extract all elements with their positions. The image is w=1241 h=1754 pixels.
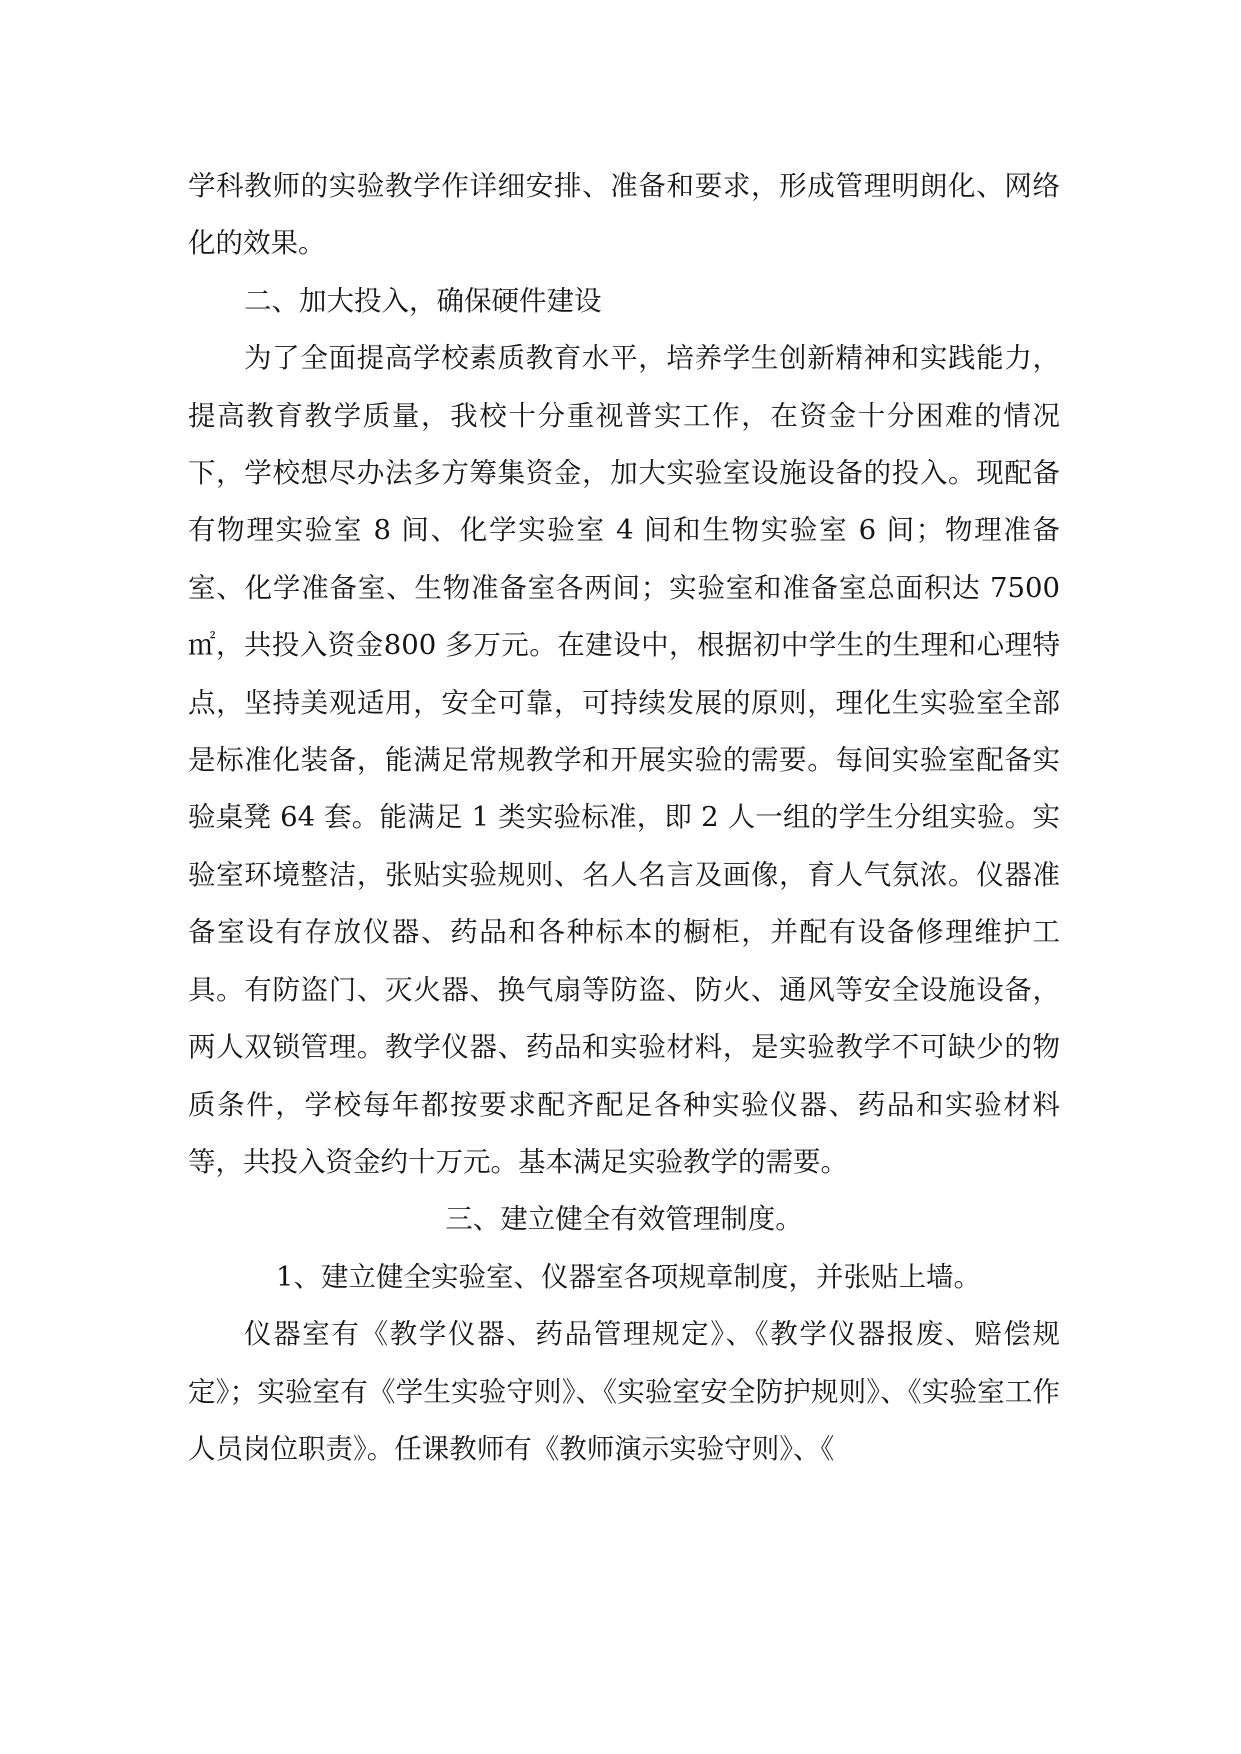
subsection-heading-1: 1、建立健全实验室、仪器室各项规章制度，并张贴上墙。 (276, 1260, 981, 1293)
section-heading-3: 三、建立健全有效管理制度。 (445, 1203, 803, 1236)
paragraph-continuation: 学科教师的实验教学作详细安排、准备和要求，形成管理明朗化、网络化的效果。 (188, 170, 1060, 260)
paragraph-investment: 为了全面提高学校素质教育水平，培养学生创新精神和实践能力，提高教育教学质量，我校十分重视普实工作，在资金十分困难的情况下，学校想尽办法多方筹集资金，加大实验室设施设备的投入。现配备有物理实验室 8 间、化学实验室 4 间和生物实验室 6 间；物理准备室、化学准备室、生物准备室各两间；实验室和准备室总面积达 7500 ㎡，共投入资金800 多万元。在建设中，根据初中学生的生理和心理特点，坚持美观适用，安全可靠，可持续发展的原则，理化生实验室全部是标准化装备，能满足常规教学和开展实验的需要。每间实验室配备实验桌凳 64 套。能满足 1 类实验标准，即 2 人一组的学生分组实验。实验室环境整洁，张贴实验规则、名人名言及画像，育人气氛浓。仪器准备室设有存放仪器、药品和各种标本的橱柜，并配有设备修理维护工具。有防盗门、灭火器、换气扇等防盗、防火、通风等安全设施设备，两人双锁管理。教学仪器、药品和实验材料，是实验教学不可缺少的物质条件，学校每年都按要求配齐配足各种实验仪器、药品和实验材料等，共投入资金约十万元。基本满足实验教学的需要。 (188, 342, 1060, 1178)
section-heading-2: 二、加大投入，确保硬件建设 (244, 284, 602, 317)
paragraph-regulations: 仪器室有《教学仪器、药品管理规定》、《教学仪器报废、赔偿规定》；实验室有《学生实验守则》、《实验室安全防护规则》、《实验室工作人员岗位职责》。任课教师有《教师演示实验守则》、《 (188, 1318, 1060, 1465)
document-body (188, 158, 1060, 1478)
